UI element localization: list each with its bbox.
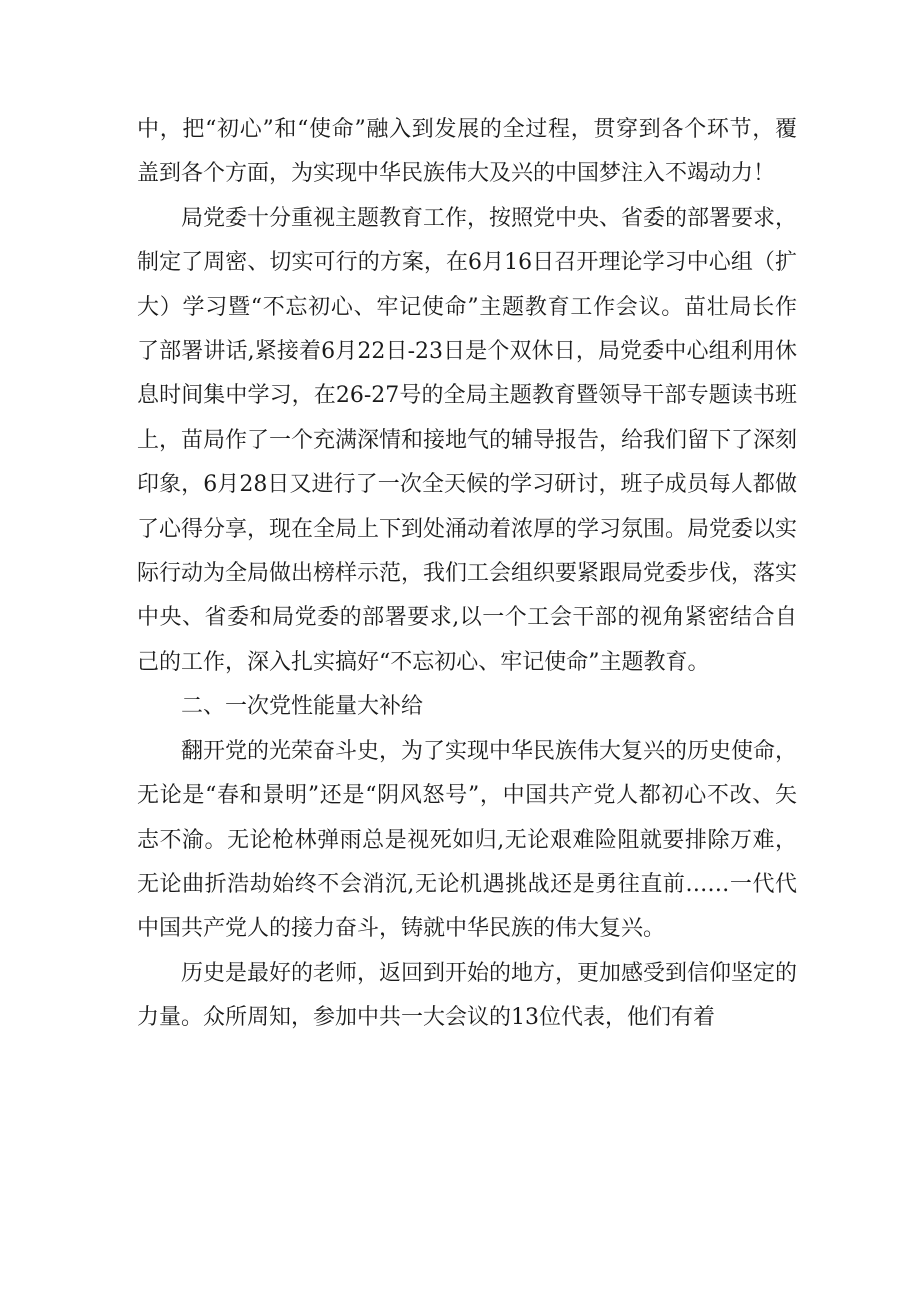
paragraph-teacher: 历史是最好的老师，返回到开始的地方，更加感受到信仰坚定的力量。众所周知，参加中共一大会议的13位代表，他们有着 bbox=[137, 960, 798, 1031]
paragraph-committee: 局党委十分重视主题教育工作，按照党中央、省委的部署要求，制定了周密、切实可行的方案，在6月16日召开理论学习中心组（扩大）学习暨“不忘初心、牢记使命”主题教育工作会议。苗壮局长作了部署讲话,紧接着6月22日-23日是个双休日，局党委中心组利用休息时间集中学习，在26-27号的全局主题教育暨领导干部专题读书班上，苗局作了一个充满深情和接地气的辅导报告，给我们留下了深刻印象，6月28日又进行了一次全天候的学习研讨，班子成员每人都做了心得分享，现在全局上下到处涌动着浓厚的学习氛围。局党委以实际行动为全局做出榜样示范，我们工会组织要紧跟局党委步伐，落实中央、省委和局党委的部署要求,以一个工会干部的视角紧密结合自己的工作，深入扎实搞好“不忘初心、牢记使命”主题教育。 bbox=[137, 205, 798, 675]
paragraph-history: 翻开党的光荣奋斗史，为了实现中华民族伟大复兴的历史使命，无论是“春和景明”还是“阴风怒号”，中国共产党人都初心不改、矢志不渝。无论枪林弹雨总是视死如归,无论艰难险阻就要排除万难，无论曲折浩劫始终不会消沉,无论机遇挑战还是勇往直前……一代代中国共产党人的接力奋斗，铸就中华民族的伟大复兴。 bbox=[137, 738, 798, 942]
paragraph-continued: 中，把“初心”和“使命”融入到发展的全过程，贯穿到各个环节，覆盖到各个方面，为实现中华民族伟大及兴的中国梦注入不竭动力！ bbox=[137, 117, 797, 187]
document-body bbox=[137, 108, 797, 1041]
section-heading: 二、一次党性能量大补给 bbox=[181, 694, 424, 720]
